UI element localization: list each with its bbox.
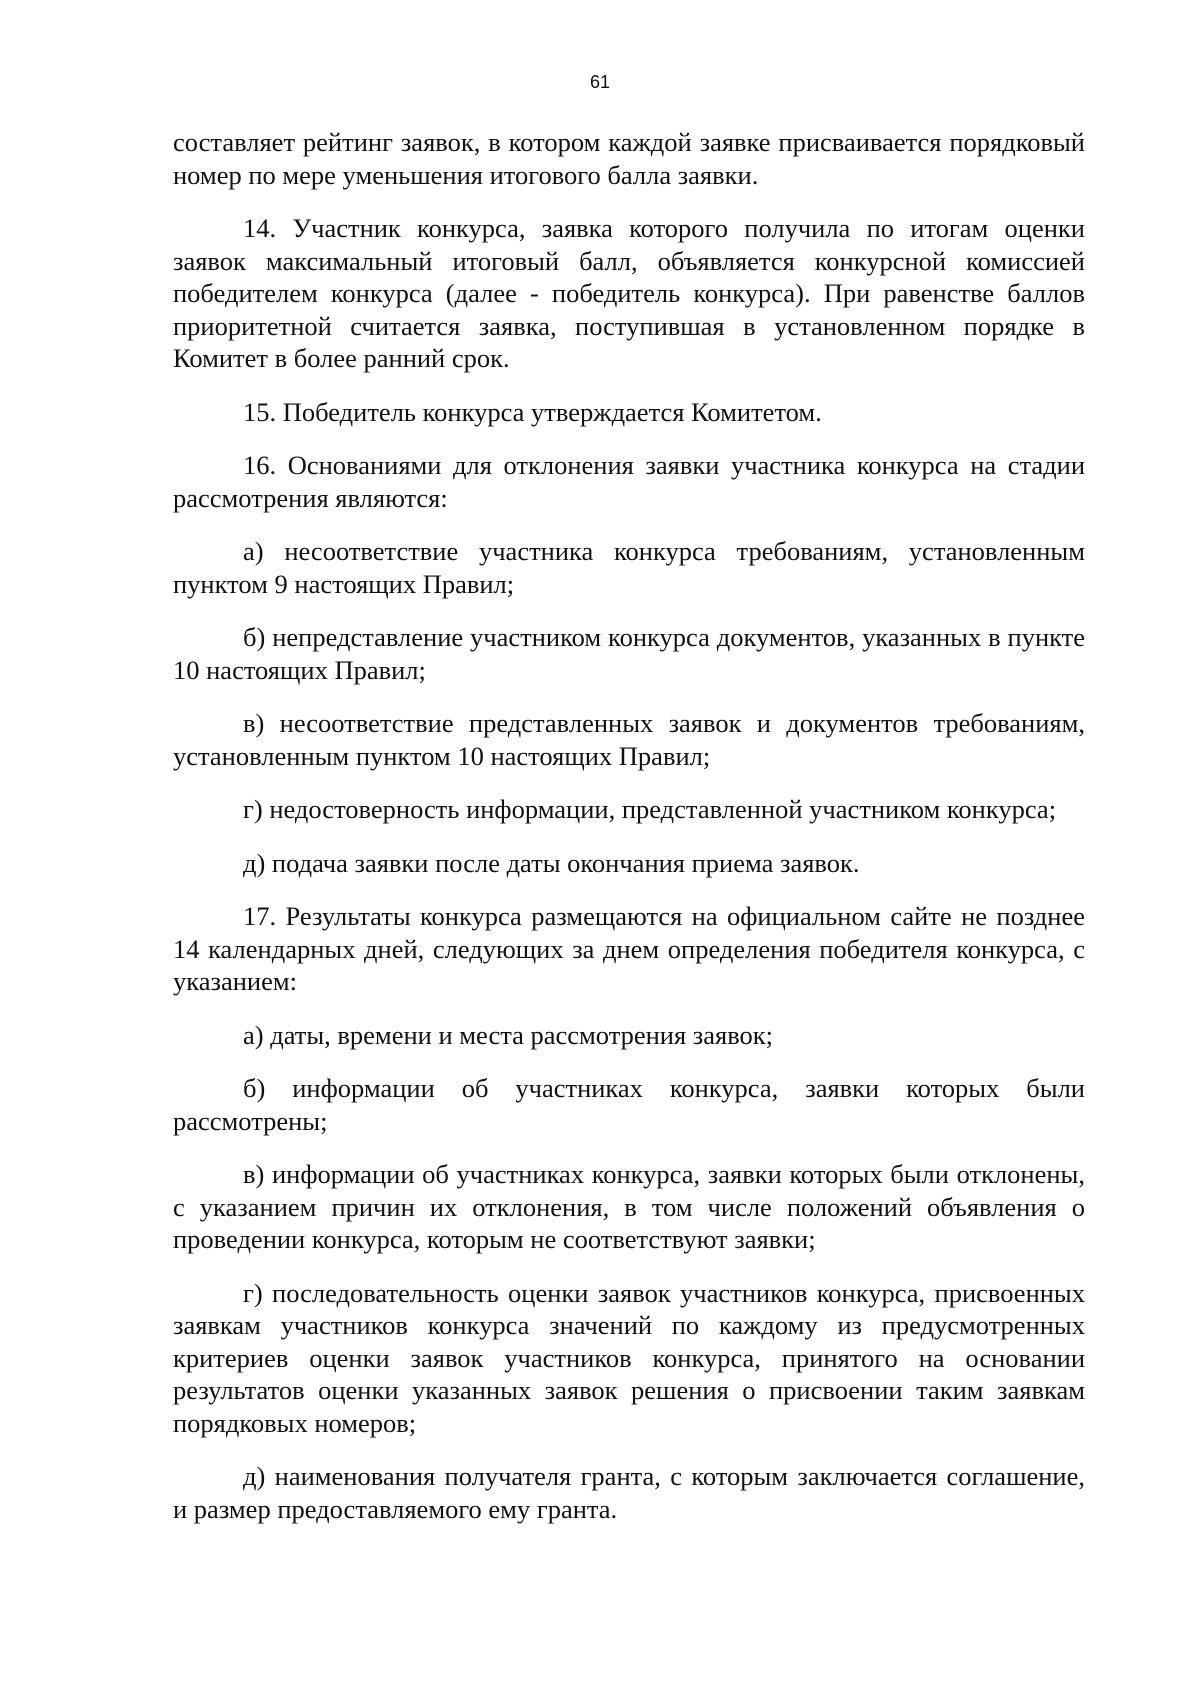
paragraph-14: 14. Участник конкурса, заявка которого получила по итогам оценки заявок максимальный итоговый балл, объявляется конкурсной комиссией победителем конкурса (далее - победитель конкурса). При равенстве баллов приоритетной считается заявка, поступившая в установленном порядке в Комитет в более ранний срок. bbox=[173, 213, 1085, 373]
paragraph-17-d: д) наименования получателя гранта, с которым заключается соглашение, и размер предоставляемого ему гранта. bbox=[173, 1461, 1085, 1524]
paragraph-16-b: б) непредставление участником конкурса документов, указанных в пункте 10 настоящих Правил; bbox=[173, 622, 1085, 685]
paragraph-16-g: г) недостоверность информации, представленной участником конкурса; bbox=[243, 794, 1057, 824]
page-number: 61 bbox=[589, 72, 611, 92]
paragraph-15: 15. Победитель конкурса утверждается Комитетом. bbox=[243, 396, 822, 427]
document-body bbox=[173, 126, 1085, 1546]
paragraph-16-a: а) несоответствие участника конкурса требованиям, установленным пунктом 9 настоящих Правил; bbox=[173, 536, 1085, 599]
paragraph-16-v: в) несоответствие представленных заявок и документов требованиям, установленным пунктом 10 настоящих Правил; bbox=[173, 708, 1085, 771]
paragraph-16: 16. Основаниями для отклонения заявки участника конкурса на стадии рассмотрения являются: bbox=[173, 450, 1085, 513]
paragraph-17-b: б) информации об участниках конкурса, заявки которых были рассмотрены; bbox=[173, 1073, 1085, 1136]
paragraph-17-g: г) последовательность оценки заявок участников конкурса, присвоенных заявкам участников конкурса значений по каждому из предусмотренных критериев оценки заявок участников конкурса, принятого на основании результатов оценки указанных заявок решения о присвоении таким заявкам порядковых номеров; bbox=[173, 1277, 1085, 1438]
paragraph-continuation: составляет рейтинг заявок, в котором каждой заявке присваивается порядковый номер по мере уменьшения итогового балла заявки. bbox=[173, 127, 1085, 190]
paragraph-17: 17. Результаты конкурса размещаются на официальном сайте не позднее 14 календарных дней, следующих за днем определения победителя конкурса, с указанием: bbox=[173, 901, 1085, 996]
paragraph-17-v: в) информации об участниках конкурса, заявки которых были отклонены, с указанием причин их отклонения, в том числе положений объявления о проведении конкурса, которым не соответствуют заявки; bbox=[173, 1159, 1085, 1254]
paragraph-17-a: а) даты, времени и места рассмотрения заявок; bbox=[243, 1019, 774, 1050]
paragraph-16-d: д) подача заявки после даты окончания приема заявок. bbox=[243, 847, 860, 878]
